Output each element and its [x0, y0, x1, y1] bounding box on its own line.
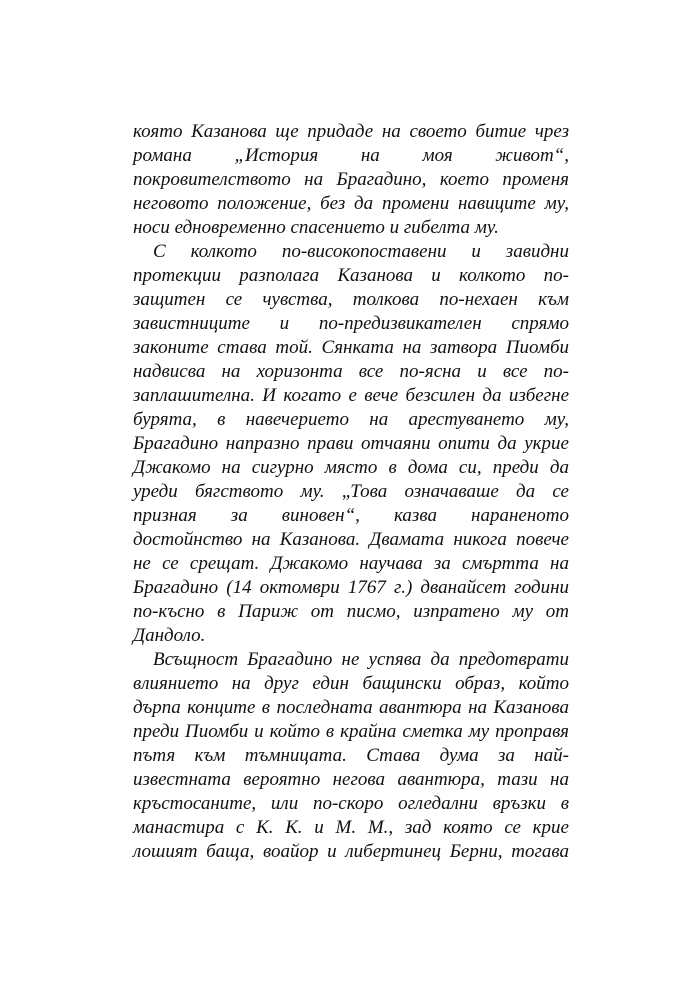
text-line: С колкото по-високопоставени и завидни	[153, 241, 569, 262]
text-line: пътя към тъмницата. Става дума за най-	[133, 745, 569, 766]
text-line: покровителството на Брагадино, което променя	[133, 169, 569, 190]
text-line: бурята, в навечерието на арестуването му,	[133, 409, 569, 430]
text-line: призная за виновен“, казва нараненото	[133, 505, 569, 526]
text-line: дърпа конците в последната авантюра на Казанова	[133, 697, 569, 718]
text-line: Брагадино (14 октомври 1767 г.) дванайсет години	[133, 577, 569, 598]
text-line: Джакомо на сигурно място в дома си, преди да	[133, 457, 569, 478]
text-line: романа „История на моя живот“,	[133, 145, 569, 166]
body-text	[133, 120, 569, 864]
text-line: законите става той. Сянката на затвора Пиомби	[133, 337, 569, 358]
text-line: завистниците и по-предизвикателен спрямо	[133, 313, 569, 334]
text-line: достойнство на Казанова. Двамата никога повече	[133, 529, 569, 550]
text-line: Брагадино напразно прави отчаяни опити да укрие	[133, 433, 569, 454]
text-line: надвисва на хоризонта все по-ясна и все по-	[133, 361, 569, 382]
text-line: носи едновременно спасението и гибелта му.	[133, 217, 499, 238]
text-line: известната вероятно негова авантюра, тази на	[133, 769, 569, 790]
text-line: кръстосаните, или по-скоро огледални връзки в	[133, 793, 569, 814]
text-line: манастира с К. К. и М. М., зад която се крие	[133, 817, 569, 838]
text-line: протекции разполага Казанова и колкото по-	[133, 265, 569, 286]
text-line: влиянието на друг един бащински образ, който	[133, 673, 569, 694]
text-line: по-късно в Париж от писмо, изпратено му от	[133, 601, 569, 622]
text-line: лошият баща, воайор и либертинец Берни, тогава	[133, 841, 569, 862]
text-line: уреди бягството му. „Това означаваше да се	[133, 481, 569, 502]
text-line: защитен се чувства, толкова по-нехаен към	[133, 289, 569, 310]
text-line: не се срещат. Джакомо научава за смъртта на	[133, 553, 569, 574]
text-line: преди Пиомби и който в крайна сметка му проправя	[133, 721, 569, 742]
text-line: неговото положение, без да промени навиците му,	[133, 193, 569, 214]
text-line: Всъщност Брагадино не успява да предотврати	[153, 649, 569, 670]
text-line: Дандоло.	[133, 625, 206, 646]
text-line: която Казанова ще придаде на своето битие чрез	[133, 121, 569, 142]
text-line: заплашителна. И когато е вече безсилен да избегне	[133, 385, 569, 406]
